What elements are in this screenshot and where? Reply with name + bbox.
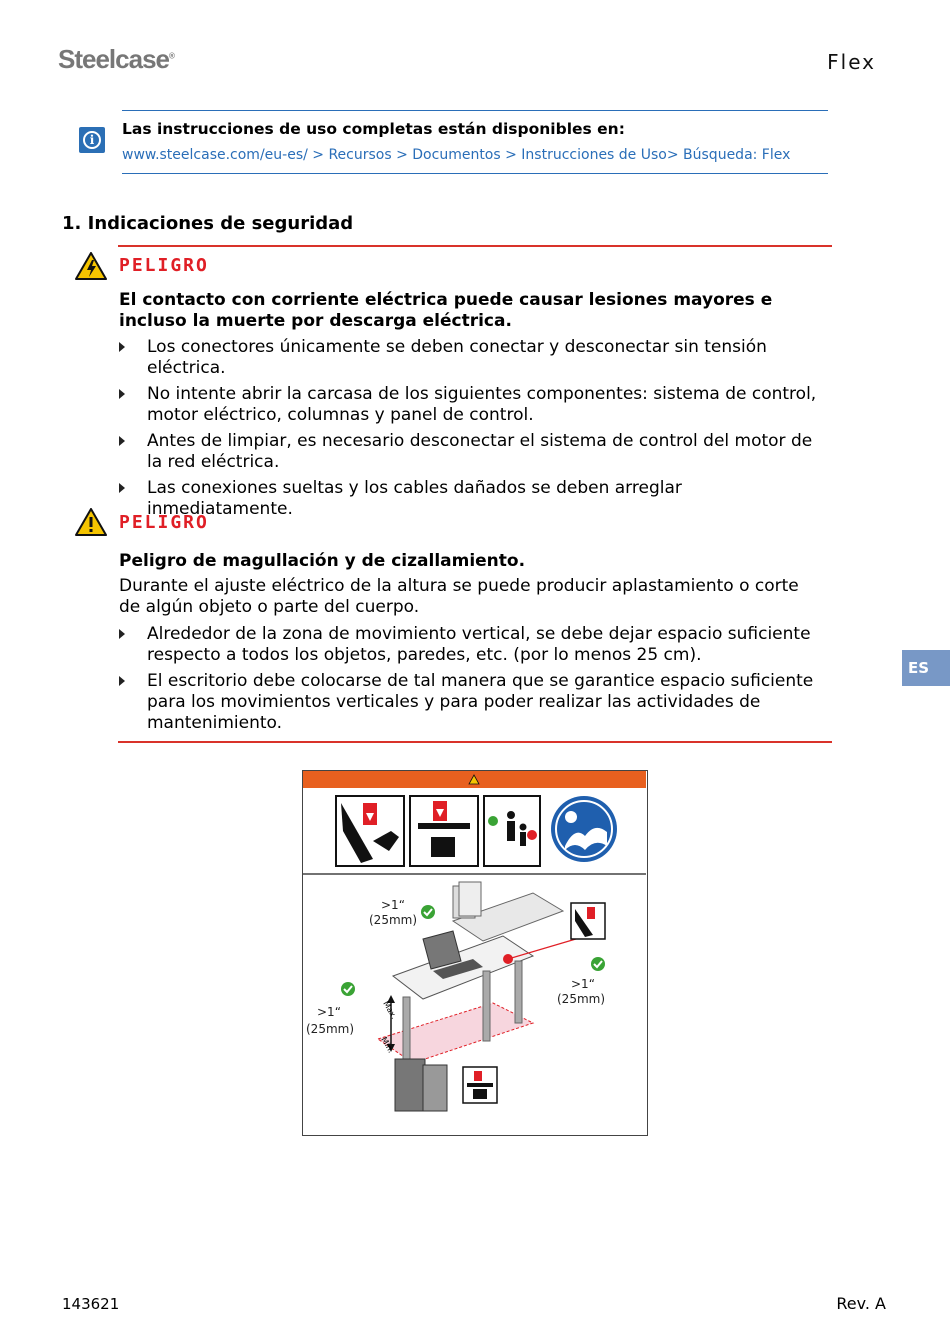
check-icon — [341, 982, 355, 996]
resources-link[interactable]: www.steelcase.com/eu-es/ > Recursos > Documentos > Instrucciones de Uso> Búsqueda: Flex — [122, 147, 791, 163]
list-item: No intente abrir la carcasa de los siguientes componentes: sistema de control, motor eléctrico, columnas y panel de control. — [119, 384, 829, 426]
min-label: Min. — [379, 1035, 396, 1055]
logo-text: Steelcase — [58, 44, 169, 74]
clearance-left-mm: (25mm) — [306, 1022, 355, 1036]
trademark-mark: ® — [168, 51, 175, 61]
section-title: 1. Indicaciones de seguridad — [62, 213, 354, 234]
list-item: El escritorio debe colocarse de tal manera que se garantice espacio suficiente para los movimientos verticales y para poder realizar las actividades de mantenimiento. — [119, 671, 829, 734]
list-item: Antes de limpiar, es necesario desconectar el sistema de control del motor de la red eléctrica. — [119, 431, 829, 473]
hand-crush-small-icon — [463, 1067, 497, 1103]
hand-crush-pictogram-icon — [336, 796, 404, 866]
danger-lead: Peligro de magullación y de cizallamiento. — [119, 551, 526, 571]
hand-crush-small-icon — [571, 903, 605, 939]
list-item: Los conectores únicamente se deben conectar y desconectar sin tensión eléctrica. — [119, 337, 829, 379]
list-item: Las conexiones sueltas y los cables dañados se deben arreglar inmediatamente. — [119, 478, 829, 520]
electric-warning-icon — [75, 252, 107, 280]
document-number: 143621 — [62, 1295, 120, 1313]
revision: Rev. A — [836, 1294, 886, 1313]
divider — [118, 741, 832, 743]
clearance-right-mm: (25mm) — [557, 992, 606, 1006]
read-manual-icon — [551, 796, 617, 862]
product-name: Flex — [827, 50, 876, 74]
language-tab[interactable]: ES — [902, 650, 950, 686]
hand-crush-under-desk-icon — [410, 796, 478, 866]
check-icon — [421, 905, 435, 919]
clearance-top-mm: (25mm) — [369, 913, 418, 927]
info-title: Las instrucciones de uso completas están disponibles en: — [122, 120, 625, 138]
clearance-left-label: >1“ — [317, 1005, 341, 1019]
danger-text: Durante el ajuste eléctrico de la altura se puede producir aplastamiento o corte de algún objeto o parte del cuerpo. — [119, 576, 799, 617]
divider — [118, 245, 832, 247]
general-warning-icon — [75, 508, 107, 536]
danger-list — [119, 624, 829, 739]
collision-marker — [503, 954, 513, 964]
danger-lead: El contacto con corriente eléctrica puede causar lesiones mayores e incluso la muerte por descarga eléctrica. — [119, 290, 773, 331]
safety-label — [302, 770, 648, 1136]
max-label: Max. — [381, 999, 399, 1021]
brand-logo — [58, 44, 175, 75]
danger-label: PELIGRO — [119, 512, 209, 533]
list-item: Alrededor de la zona de movimiento vertical, se debe dejar espacio suficiente respecto a todos los objetos, paredes, etc. (por lo menos 25 cm). — [119, 624, 829, 666]
info-icon: i — [79, 127, 105, 153]
children-keep-away-icon — [484, 796, 540, 866]
check-icon — [591, 957, 605, 971]
clearance-top-label: >1“ — [381, 898, 405, 912]
danger-label: PELIGRO — [119, 255, 209, 276]
clearance-right-label: >1“ — [571, 977, 595, 991]
danger-list — [119, 337, 829, 525]
